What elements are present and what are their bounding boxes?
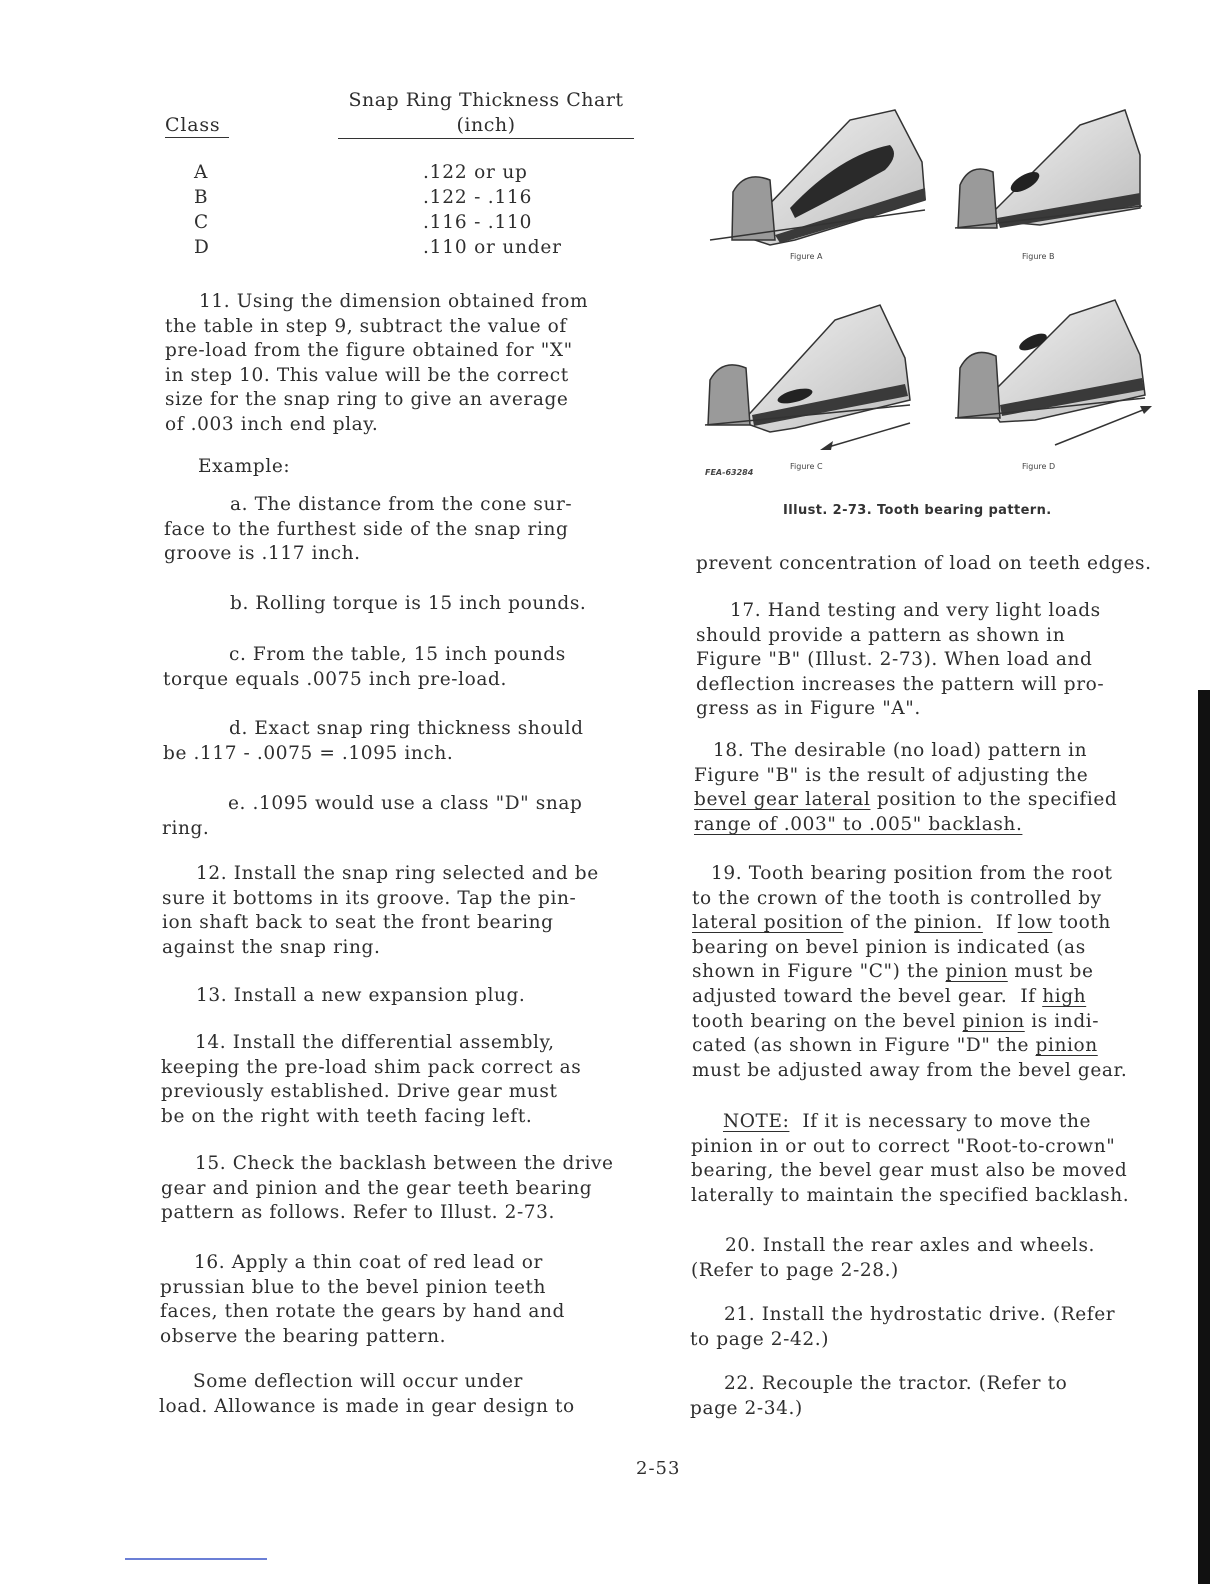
step-18: [694, 739, 1174, 837]
step-14: 14. Install the differential assembly, keeping the pre-load shim pack correct as previously established. Drive gear must be on the right with teeth facing left.: [161, 1032, 582, 1127]
page-number: 2-53: [636, 1458, 681, 1479]
figure-b-label: Figure B: [1022, 252, 1055, 261]
note-label: NOTE:: [723, 1111, 790, 1132]
underlined-text: lateral position: [692, 912, 844, 934]
chart-title-line1: Snap Ring Thickness Chart: [348, 89, 624, 111]
step-12: 12. Install the snap ring selected and be sure it bottoms in its groove. Tap the pin- ion shaft back to seat the front bearing against the snap ring.: [162, 863, 599, 958]
step-11: 11. Using the dimension obtained from the table in step 9, subtract the value of pre-load from the figure obtained for "X" in step 10. This value will be the correct size for the snap ring to give an average of .003 inch end play.: [165, 291, 589, 435]
step-19-line: bearing on bevel pinion is indicated (as: [692, 936, 1086, 958]
step-18-line: [694, 788, 1174, 813]
step-19-line: [692, 1010, 1172, 1035]
line-text: tooth bearing on the bevel: [692, 1010, 963, 1032]
example-a: a. The distance from the cone sur- face to the furthest side of the snap ring groove is .117 inch.: [164, 494, 573, 565]
step-21: 21. Install the hydrostatic drive. (Refer to page 2-42.): [690, 1304, 1116, 1350]
step-19-line: must be adjusted away from the bevel gear.: [692, 1059, 1128, 1081]
step-18-line: 18. The desirable (no load) pattern in: [713, 740, 1088, 761]
line-text: If it is necessary to move the: [789, 1111, 1092, 1132]
right-edge-bar: [1198, 690, 1210, 1584]
value-cell: .110 or under: [423, 237, 562, 258]
chart-title: [338, 88, 634, 139]
tooth-figure-a: [710, 110, 926, 245]
underlined-text: pinion: [962, 1010, 1025, 1032]
tooth-figure-b: [955, 110, 1142, 228]
chart-class-header: [165, 114, 229, 138]
note: [691, 1110, 1176, 1208]
figure-code: FEA-63284: [705, 468, 754, 477]
step-19-line: [692, 1034, 1172, 1059]
example-b: b. Rolling torque is 15 inch pounds.: [230, 593, 587, 614]
figure-caption: Illust. 2-73. Tooth bearing pattern.: [783, 503, 1052, 518]
step-13: 13. Install a new expansion plug.: [196, 985, 526, 1006]
class-header-text: Class: [165, 114, 221, 136]
underlined-text: bevel gear lateral: [694, 789, 871, 811]
underlined-text: pinion: [1035, 1035, 1098, 1057]
prevent-line: prevent concentration of load on teeth edges.: [696, 553, 1152, 574]
tooth-figure-d: [955, 300, 1152, 445]
line-text: position to the specified: [870, 789, 1118, 811]
step-15: 15. Check the backlash between the drive gear and pinion and the gear teeth bearing pattern as follows. Refer to Illust. 2-73.: [161, 1153, 614, 1224]
line-text: of the: [843, 912, 915, 934]
deflection-note: Some deflection will occur under load. Allowance is made in gear design to: [159, 1371, 575, 1417]
chart-title-line2: (inch): [456, 114, 516, 136]
step-20: 20. Install the rear axles and wheels. (Refer to page 2-28.): [691, 1235, 1096, 1281]
class-cell: C: [194, 212, 209, 233]
line-text: is indi-: [1024, 1010, 1100, 1032]
example-d: d. Exact snap ring thickness should be .117 - .0075 = .1095 inch.: [163, 718, 584, 764]
example-c: c. From the table, 15 inch pounds torque equals .0075 inch pre-load.: [163, 644, 566, 690]
step-16: 16. Apply a thin coat of red lead or prussian blue to the bevel pinion teeth faces, then rotate the gears by hand and observe the bearing pattern.: [160, 1252, 566, 1347]
value-cell: .122 or up: [423, 162, 528, 183]
tooth-figure-c: [705, 305, 910, 450]
underlined-text: pinion: [945, 961, 1008, 983]
tooth-figure: [700, 100, 1170, 530]
line-text: adjusted toward the bevel gear. If: [692, 985, 1043, 1007]
class-cell: D: [194, 237, 210, 258]
line-text: shown in Figure "C") the: [692, 961, 946, 983]
example-e: e. .1095 would use a class "D" snap ring.: [162, 793, 583, 839]
step-19-line: to the crown of the tooth is controlled by: [692, 887, 1102, 909]
class-cell: B: [194, 187, 209, 208]
underlined-text: low: [1017, 912, 1053, 934]
step-19-line: [692, 985, 1172, 1010]
step-19: [692, 862, 1172, 1083]
note-body: pinion in or out to correct "Root-to-crown" bearing, the bevel gear must also be moved laterally to maintain the specified backlash.: [691, 1135, 1130, 1206]
step-19-line: [692, 911, 1172, 936]
figure-d-label: Figure D: [1022, 462, 1056, 471]
step-19-line: 19. Tooth bearing position from the root: [711, 863, 1113, 884]
step-19-line: [692, 960, 1172, 985]
note-line: [691, 1110, 1176, 1135]
underlined-text: pinion.: [914, 912, 983, 934]
line-text: must be: [1007, 961, 1094, 983]
line-text: tooth: [1052, 912, 1111, 934]
underlined-text: range of .003" to .005" backlash.: [694, 813, 1023, 835]
line-text: If: [982, 912, 1018, 934]
step-18-line: Figure "B" is the result of adjusting the: [694, 764, 1089, 786]
figure-c-label: Figure C: [790, 462, 823, 471]
line-text: cated (as shown in Figure "D" the: [692, 1035, 1036, 1057]
value-cell: .122 - .116: [423, 187, 533, 208]
bottom-blue-line: [125, 1558, 267, 1560]
step-22: 22. Recouple the tractor. (Refer to page 2-34.): [690, 1373, 1068, 1419]
class-cell: A: [194, 162, 209, 183]
value-cell: .116 - .110: [423, 212, 533, 233]
figure-a-label: Figure A: [790, 252, 823, 261]
example-heading: Example:: [198, 456, 291, 477]
step-17: 17. Hand testing and very light loads should provide a pattern as shown in Figure "B" (Illust. 2-73). When load and deflection increases the pattern will pro- gress as in Figure "A".: [696, 600, 1105, 720]
step-18-line: [694, 813, 1174, 838]
tooth-figure-drawing: [700, 100, 1170, 480]
underlined-text: high: [1042, 985, 1087, 1007]
